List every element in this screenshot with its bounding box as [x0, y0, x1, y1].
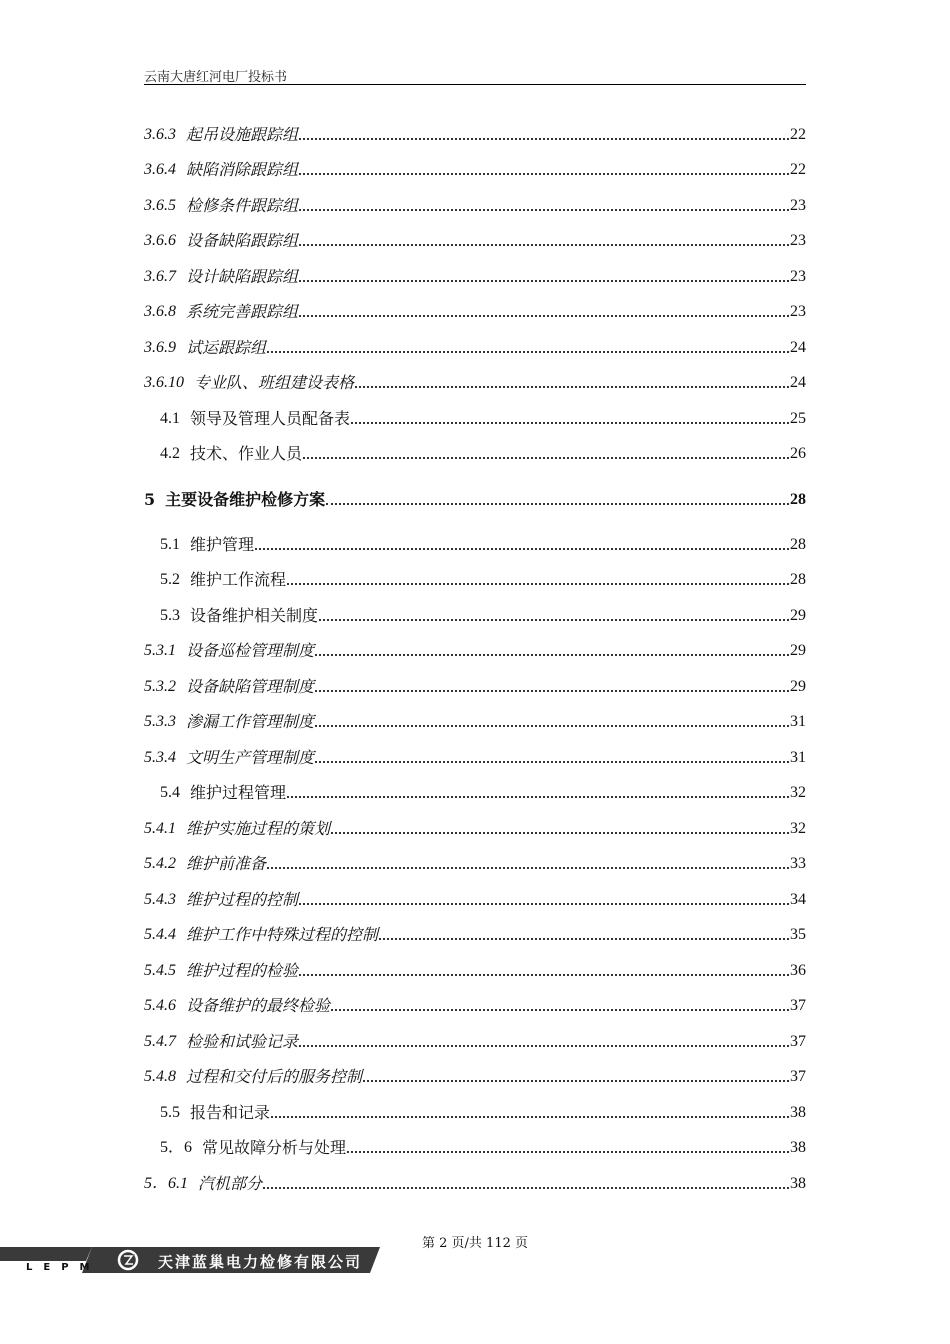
toc-entry-title: 专业队、班组建设表格	[194, 373, 355, 392]
toc-entry-number: 5	[144, 490, 156, 509]
toc-entry-number: 5.4.4	[144, 926, 176, 943]
toc-dot-leader	[287, 583, 789, 585]
toc-entry-page: 24	[790, 339, 806, 356]
toc-dot-leader	[271, 1116, 789, 1118]
toc-entry-page: 36	[790, 962, 806, 979]
toc-entry[interactable]	[144, 919, 806, 945]
toc-entry[interactable]	[144, 848, 806, 874]
toc-entry-title: 试运跟踪组	[186, 338, 267, 357]
toc-entry-page: 31	[790, 713, 806, 730]
toc-entry[interactable]	[144, 706, 806, 732]
toc-dot-leader	[299, 315, 789, 317]
toc-dot-leader	[331, 832, 789, 834]
toc-entry-title: 起吊设施跟踪组	[186, 125, 299, 144]
toc-entry-page: 37	[790, 1033, 806, 1050]
toc-entry-number: 5.5	[160, 1104, 180, 1121]
toc-entry-title: 设备维护相关制度	[190, 606, 319, 625]
toc-entry-title: 领导及管理人员配备表	[190, 409, 351, 428]
page-number: 第 2 页/共 112 页	[422, 1236, 528, 1251]
toc-entry[interactable]	[144, 1132, 806, 1158]
toc-dot-leader	[287, 796, 789, 798]
toc-entry-number: 4.2	[160, 445, 180, 462]
toc-dot-leader	[299, 974, 789, 976]
toc-entry-number: 5.3.1	[144, 642, 176, 659]
toc-entry-number: 5．6.1	[144, 1175, 189, 1192]
toc-dot-leader	[331, 1009, 789, 1011]
toc-entry-title: 技术、作业人员	[190, 444, 303, 463]
toc-entry-number: 5.4.5	[144, 962, 176, 979]
toc-entry-number: 5.1	[160, 536, 180, 553]
toc-entry-number: 3.6.6	[144, 232, 176, 249]
toc-entry[interactable]	[144, 154, 806, 180]
toc-entry-title: 缺陷消除跟踪组	[186, 160, 299, 179]
toc-entry-number: 5.4.6	[144, 997, 176, 1014]
toc-entry-title: 设备缺陷管理制度	[186, 677, 315, 696]
toc-entry-number: 5.4	[160, 784, 180, 801]
toc-dot-leader	[299, 903, 789, 905]
toc-entry-title: 渗漏工作管理制度	[186, 712, 315, 731]
toc-entry[interactable]	[144, 1061, 806, 1087]
toc-entry-page: 23	[790, 268, 806, 285]
toc-entry[interactable]	[144, 403, 806, 429]
toc-entry-page: 24	[790, 374, 806, 391]
toc-entry-number: 5．6	[160, 1139, 193, 1156]
toc-entry-page: 22	[790, 161, 806, 178]
toc-dot-leader	[319, 619, 789, 621]
toc-entry[interactable]	[144, 635, 806, 661]
toc-entry-page: 37	[790, 1068, 806, 1085]
toc-entry-number: 5.3	[160, 607, 180, 624]
toc-entry-title: 维护工作中特殊过程的控制	[186, 925, 379, 944]
toc-entry[interactable]	[144, 261, 806, 287]
toc-entry-number: 5.3.3	[144, 713, 176, 730]
toc-entry-title: 维护工作流程	[190, 570, 287, 589]
toc-entry-number: 5.3.4	[144, 749, 176, 766]
toc-entry-title: 检修条件跟踪组	[186, 196, 299, 215]
toc-entry-title: 维护实施过程的策划	[186, 819, 331, 838]
toc-entry-page: 38	[790, 1175, 806, 1192]
toc-entry-title: 维护管理	[190, 535, 255, 554]
toc-entry-number: 5.4.8	[144, 1068, 176, 1085]
toc-entry-number: 3.6.7	[144, 268, 176, 285]
toc-entry[interactable]	[144, 438, 806, 464]
toc-entry[interactable]	[144, 1168, 806, 1194]
toc-entry-page: 23	[790, 197, 806, 214]
toc-entry-page: 32	[790, 784, 806, 801]
toc-entry-page: 25	[790, 410, 806, 427]
toc-entry[interactable]	[144, 1097, 806, 1123]
toc-entry[interactable]	[144, 332, 806, 358]
toc-dot-leader	[263, 1187, 789, 1189]
toc-dot-leader	[326, 503, 789, 505]
toc-entry-page: 28	[790, 571, 806, 588]
toc-entry-page: 22	[790, 126, 806, 143]
header-divider	[144, 84, 806, 85]
toc-dot-leader	[299, 138, 789, 140]
toc-dot-leader	[299, 173, 789, 175]
toc-dot-leader	[315, 690, 789, 692]
toc-entry-number: 3.6.3	[144, 126, 176, 143]
toc-entry[interactable]	[144, 742, 806, 768]
toc-entry-number: 3.6.5	[144, 197, 176, 214]
header-title: 云南大唐红河电厂投标书	[144, 70, 288, 85]
toc-entry-page: 23	[790, 303, 806, 320]
toc-entry-title: 维护过程的检验	[186, 961, 299, 980]
toc-entry-number: 3.6.10	[144, 374, 184, 391]
toc-entry[interactable]	[144, 884, 806, 910]
toc-entry[interactable]	[144, 190, 806, 216]
toc-dot-leader	[299, 209, 789, 211]
toc-dot-leader	[299, 244, 789, 246]
toc-entry-title: 报告和记录	[190, 1103, 271, 1122]
toc-entry-page: 29	[790, 607, 806, 624]
toc-entry-number: 3.6.4	[144, 161, 176, 178]
toc-entry[interactable]	[144, 813, 806, 839]
toc-entry-page: 26	[790, 445, 806, 462]
toc-dot-leader	[315, 725, 789, 727]
toc-dot-leader	[299, 1045, 789, 1047]
toc-entry-page: 33	[790, 855, 806, 872]
toc-entry[interactable]	[144, 955, 806, 981]
toc-entry-title: 文明生产管理制度	[186, 748, 315, 767]
toc-entry[interactable]	[144, 990, 806, 1016]
toc-dot-leader	[363, 1080, 789, 1082]
toc-entry-title: 常见故障分析与处理	[202, 1138, 347, 1157]
toc-entry-number: 5.4.2	[144, 855, 176, 872]
toc-entry-page: 38	[790, 1139, 806, 1156]
toc-entry-number: 5.3.2	[144, 678, 176, 695]
toc-entry-page: 29	[790, 678, 806, 695]
toc-entry-number: 3.6.8	[144, 303, 176, 320]
toc-entry-page: 31	[790, 749, 806, 766]
toc-dot-leader	[303, 457, 789, 459]
toc-entry-number: 5.2	[160, 571, 180, 588]
toc-entry[interactable]	[144, 484, 806, 510]
toc-entry-number: 3.6.9	[144, 339, 176, 356]
toc-dot-leader	[299, 280, 789, 282]
toc-entry[interactable]	[144, 600, 806, 626]
toc-dot-leader	[315, 654, 789, 656]
toc-entry-title: 过程和交付后的服务控制	[186, 1067, 363, 1086]
toc-dot-leader	[255, 548, 789, 550]
toc-entry-page: 23	[790, 232, 806, 249]
toc-entry-title: 设备维护的最终检验	[186, 996, 331, 1015]
toc-dot-leader	[347, 1151, 789, 1153]
company-name: 天津蓝巢电力检修有限公司	[158, 1253, 363, 1271]
toc-entry-title: 维护过程的控制	[186, 890, 299, 909]
toc-dot-leader	[355, 386, 789, 388]
toc-entry[interactable]	[144, 564, 806, 590]
toc-entry[interactable]	[144, 777, 806, 803]
toc-entry-title: 汽机部分	[198, 1174, 263, 1193]
toc-entry-page: 37	[790, 997, 806, 1014]
toc-entry-title: 检验和试验记录	[186, 1032, 299, 1051]
toc-entry-number: 5.4.7	[144, 1033, 176, 1050]
toc-entry[interactable]	[144, 367, 806, 393]
toc-entry-page: 29	[790, 642, 806, 659]
toc-entry[interactable]	[144, 1026, 806, 1052]
toc-dot-leader	[315, 761, 789, 763]
toc-entry-page: 28	[790, 491, 806, 508]
toc-entry-title: 系统完善跟踪组	[186, 302, 299, 321]
toc-entry-title: 设备巡检管理制度	[186, 641, 315, 660]
toc-entry-number: 5.4.3	[144, 891, 176, 908]
toc-entry-number: 4.1	[160, 410, 180, 427]
toc-entry-title: 维护过程管理	[190, 783, 287, 802]
toc-dot-leader	[267, 867, 789, 869]
toc-dot-leader	[379, 938, 789, 940]
toc-entry[interactable]	[144, 225, 806, 251]
toc-entry[interactable]	[144, 529, 806, 555]
toc-entry-page: 34	[790, 891, 806, 908]
toc-entry[interactable]	[144, 671, 806, 697]
toc-entry-title: 主要设备维护检修方案	[165, 490, 326, 509]
toc-entry-number: 5.4.1	[144, 820, 176, 837]
toc-entry-page: 32	[790, 820, 806, 837]
toc-entry-page: 38	[790, 1104, 806, 1121]
toc-entry-title: 设计缺陷跟踪组	[186, 267, 299, 286]
brand-abbreviation: LEPM	[26, 1262, 101, 1273]
toc-entry[interactable]	[144, 296, 806, 322]
toc-dot-leader	[351, 422, 789, 424]
toc-entry[interactable]	[144, 119, 806, 145]
toc-entry-title: 维护前准备	[186, 854, 267, 873]
toc-entry-title: 设备缺陷跟踪组	[186, 231, 299, 250]
toc-entry-page: 35	[790, 926, 806, 943]
toc-entry-page: 28	[790, 536, 806, 553]
toc-dot-leader	[267, 351, 789, 353]
